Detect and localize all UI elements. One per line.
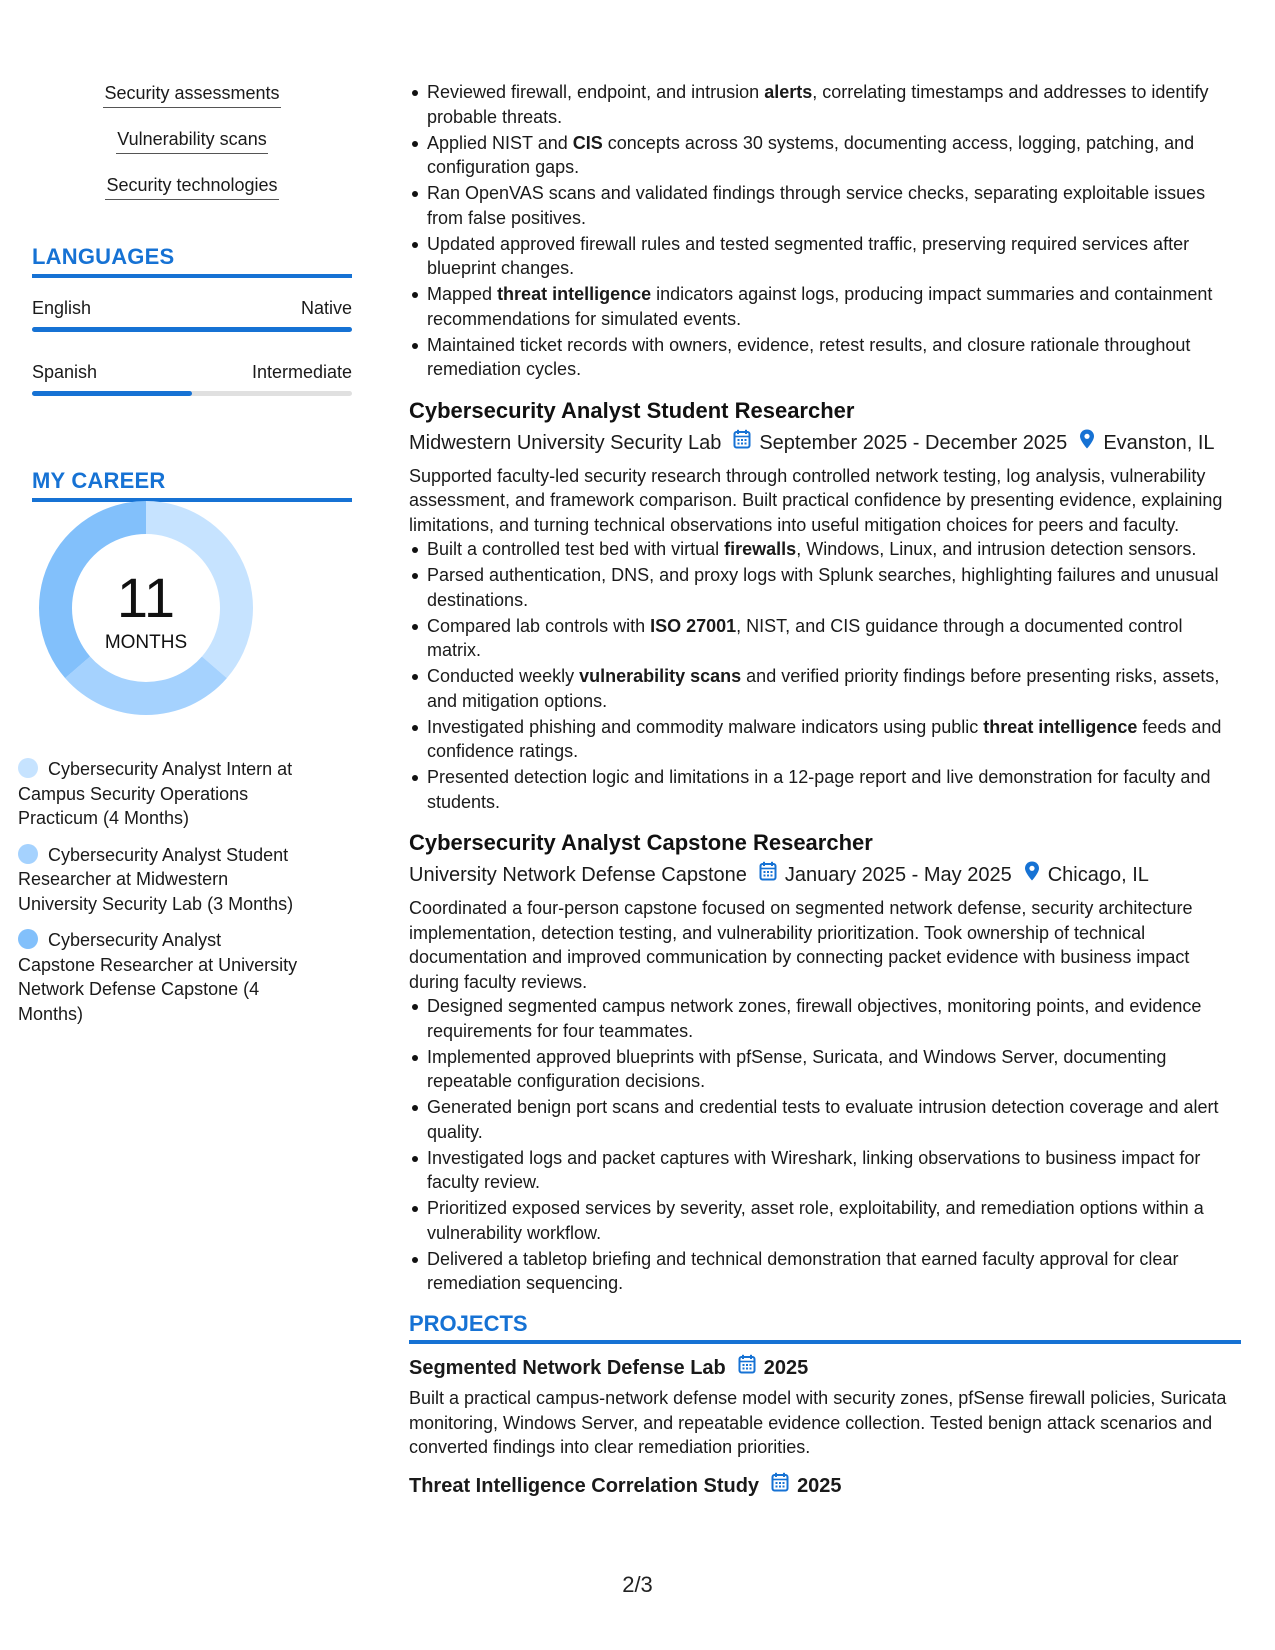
job-organization: University Network Defense Capstone xyxy=(409,864,747,886)
legend-label: Cybersecurity Analyst Intern at Campus Security Operations Practicum (4 Months) xyxy=(18,759,293,828)
bullet-text: , Windows, Linux, and intrusion detection sensors. xyxy=(796,539,1197,559)
map-pin-icon xyxy=(1079,428,1095,458)
bullet-item xyxy=(427,563,1241,612)
language-proficiency-fill xyxy=(32,391,192,396)
job-description: Coordinated a four-person capstone focused on segmented network defense, security architecture implementation, detection testing, and vulnerability prioritization. Took ownership of technical documentation and improved communication by connecting packet evidence with business impact during faculty reviews. xyxy=(409,898,1193,992)
bullet-text: feeds and confidence ratings. xyxy=(427,716,1222,761)
language-level: Intermediate xyxy=(251,362,352,382)
bullet-item xyxy=(427,1146,1241,1195)
bullet-text: Generated benign port scans and credential tests to evaluate intrusion detection coverage and alert quality. xyxy=(427,1097,1219,1142)
project-entry xyxy=(409,1354,1241,1460)
bullet-text: Built a controlled test bed with virtual xyxy=(427,539,725,559)
bullet-text: Mapped xyxy=(427,284,498,304)
languages-heading: LANGUAGES xyxy=(32,244,352,278)
bullet-text: Delivered a tabletop briefing and technical demonstration that earned faculty approval for clear remediation sequencing. xyxy=(427,1248,1179,1293)
calendar-icon xyxy=(733,428,751,458)
language-level: Native xyxy=(300,298,352,318)
job-bullets xyxy=(409,537,1241,814)
job-bullets xyxy=(409,994,1241,1296)
projects-heading: PROJECTS xyxy=(409,1312,1241,1345)
bullet-text: and verified priority findings before presenting risks, assets, and mitigation options. xyxy=(427,666,1220,711)
page-number: 2/3 xyxy=(622,1572,653,1597)
career-total-number: 11 xyxy=(116,566,176,629)
bullet-text: Designed segmented campus network zones, firewall objectives, monitoring points, and evidence requirements for four teammates. xyxy=(427,996,1202,1041)
career-total-unit: MONTHS xyxy=(104,632,188,653)
bullet-text: Investigated logs and packet captures with Wireshark, linking observations to business impact for faculty review. xyxy=(427,1147,1201,1192)
job-meta xyxy=(409,860,1241,890)
experience-bullets xyxy=(409,80,1241,382)
bullet-item xyxy=(427,765,1241,814)
job-title: Cybersecurity Analyst Student Researcher xyxy=(409,397,855,423)
career-legend-item xyxy=(18,928,298,1026)
bullet-item xyxy=(427,614,1241,663)
bullet-item xyxy=(427,715,1241,764)
job-location: Chicago, IL xyxy=(1047,864,1149,886)
skill-item: Security technologies xyxy=(105,172,278,200)
language-name: English xyxy=(32,298,92,318)
bullet-keyword: threat intelligence xyxy=(497,284,652,304)
project-year: 2025 xyxy=(797,1474,842,1497)
project-title: Segmented Network Defense Lab xyxy=(409,1357,726,1379)
languages-section xyxy=(32,244,352,396)
bullet-item xyxy=(427,232,1241,281)
bullet-text: Ran OpenVAS scans and validated findings through service checks, separating exploitable issues from false positives. xyxy=(427,183,1206,228)
bullet-keyword: vulnerability scans xyxy=(579,666,742,686)
bullet-item xyxy=(427,333,1241,382)
language-proficiency-bar xyxy=(32,391,352,396)
right-column xyxy=(409,80,1241,1500)
career-legend-item xyxy=(18,757,298,831)
bullet-text: Implemented approved blueprints with pfSense, Suricata, and Windows Server, documenting repeatable configuration decisions. xyxy=(427,1046,1167,1091)
legend-color-dot xyxy=(18,929,38,949)
bullet-text: Parsed authentication, DNS, and proxy logs with Splunk searches, highlighting failures and unusual destinations. xyxy=(427,565,1219,610)
legend-color-dot xyxy=(18,844,38,864)
legend-color-dot xyxy=(18,758,38,778)
job-title: Cybersecurity Analyst Capstone Researcher xyxy=(409,830,873,855)
skills-list xyxy=(32,80,352,218)
bullet-item xyxy=(427,1247,1241,1296)
skill-item: Security assessments xyxy=(103,80,280,108)
career-legend xyxy=(18,757,298,1038)
project-description: Built a practical campus-network defense model with security zones, pfSense firewall policies, Suricata monitoring, Windows Server, and repeatable evidence collection. Tested benign attack scenarios and converted findings into clear remediation priorities. xyxy=(409,1388,1227,1457)
bullet-keyword: CIS xyxy=(572,132,603,153)
project-year: 2025 xyxy=(763,1357,809,1379)
job-organization: Midwestern University Security Lab xyxy=(409,431,722,454)
projects-section xyxy=(409,1312,1241,1500)
career-legend-item xyxy=(18,843,298,917)
career-donut-chart xyxy=(34,496,258,720)
bullet-text: Reviewed firewall, endpoint, and intrusion xyxy=(427,82,765,102)
bullet-text: Presented detection logic and limitations in a 12-page report and live demonstration for faculty and students. xyxy=(427,767,1211,812)
left-column xyxy=(32,80,352,502)
bullet-item xyxy=(427,1095,1241,1144)
job-location: Evanston, IL xyxy=(1103,431,1215,454)
job-entry xyxy=(409,396,1241,815)
project-entry xyxy=(409,1472,1241,1500)
bullet-text: Applied NIST and xyxy=(427,132,573,153)
project-title: Threat Intelligence Correlation Study xyxy=(409,1474,760,1497)
bullet-item xyxy=(427,664,1241,713)
bullet-item xyxy=(427,994,1241,1043)
language-name: Spanish xyxy=(32,362,98,382)
job-dates: January 2025 - May 2025 xyxy=(784,864,1012,886)
map-pin-icon xyxy=(1024,860,1040,890)
bullet-text: indicators against logs, producing impact summaries and containment recommendations for simulated events. xyxy=(427,284,1213,329)
bullet-keyword: firewalls xyxy=(724,539,797,559)
bullet-text: Investigated phishing and commodity malware indicators using public xyxy=(427,716,984,737)
legend-label: Cybersecurity Analyst Capstone Researcher at University Network Defense Capstone (4 Months) xyxy=(18,930,298,1024)
language-proficiency-fill xyxy=(32,327,352,332)
calendar-icon xyxy=(738,1354,756,1382)
bullet-item xyxy=(427,537,1241,562)
bullet-item xyxy=(427,131,1241,180)
bullet-text: Conducted weekly xyxy=(427,666,580,686)
job-meta xyxy=(409,428,1241,458)
skill-item: Vulnerability scans xyxy=(116,126,267,154)
career-heading: MY CAREER xyxy=(32,468,352,502)
job-dates: September 2025 - December 2025 xyxy=(759,431,1068,454)
bullet-keyword: ISO 27001 xyxy=(650,615,737,636)
bullet-item xyxy=(427,181,1241,230)
job-entry xyxy=(409,828,1241,1296)
bullet-text: , correlating timestamps and addresses to identify probable threats. xyxy=(427,82,1209,127)
bullet-text: Prioritized exposed services by severity, asset role, exploitability, and remediation options within a vulnerability workflow. xyxy=(427,1198,1204,1243)
language-entry xyxy=(32,362,352,396)
job-description: Supported faculty-led security research through controlled network testing, log analysis, vulnerability assessment, and framework comparison. Built practical confidence by presenting evidence, explaining limitations, and turning technical observations into useful mitigation choices for peers and faculty. xyxy=(409,465,1223,535)
legend-label: Cybersecurity Analyst Student Researcher at Midwestern University Security Lab (3 Months) xyxy=(18,844,294,914)
calendar-icon xyxy=(759,860,777,890)
bullet-text: Compared lab controls with xyxy=(427,615,651,636)
bullet-item xyxy=(427,1196,1241,1245)
language-proficiency-bar xyxy=(32,327,352,332)
bullet-text: Updated approved firewall rules and tested segmented traffic, preserving required services after blueprint changes. xyxy=(427,233,1190,278)
language-entry xyxy=(32,298,352,332)
bullet-item xyxy=(427,1045,1241,1094)
bullet-text: , NIST, and CIS guidance through a documented control matrix. xyxy=(427,615,1183,660)
bullet-item xyxy=(427,80,1241,129)
bullet-keyword: threat intelligence xyxy=(983,716,1138,737)
bullet-item xyxy=(427,282,1241,331)
bullet-keyword: alerts xyxy=(764,82,813,102)
calendar-icon xyxy=(771,1472,789,1500)
bullet-text: Maintained ticket records with owners, evidence, retest results, and closure rationale throughout remediation cycles. xyxy=(427,334,1191,379)
bullet-text: concepts across 30 systems, documenting access, logging, patching, and configuration gaps. xyxy=(427,132,1195,177)
